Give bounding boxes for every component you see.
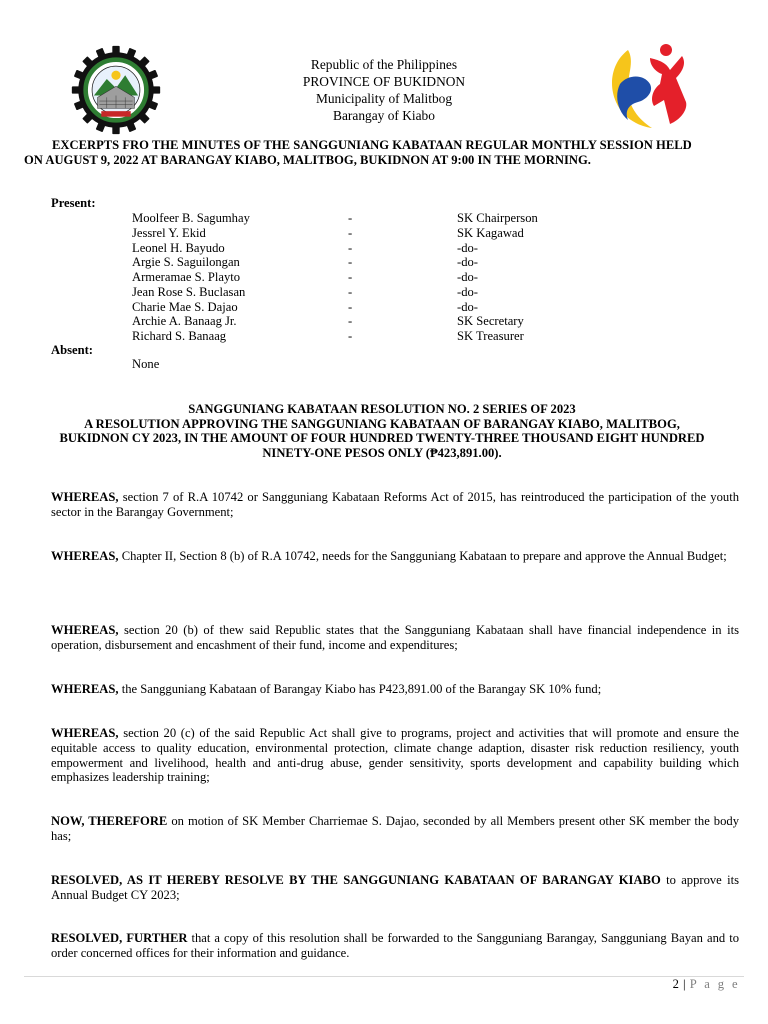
paragraph-text: the Sangguniang Kabataan of Barangay Kiabo has P423,891.00 of the Barangay SK 10% fund; [118,682,602,696]
member-dash: - [348,270,353,284]
member-name: Jean Rose S. Buclasan [132,285,246,299]
paragraph-lead: WHEREAS, [51,726,119,740]
paragraph-text: that a copy of this resolution shall be forwarded to the Sangguniang Barangay, Sangguniang Bayan and to order concerned offices for their information and guidance. [51,931,739,960]
member-dash: - [348,255,353,269]
member-position: -do- [457,255,478,269]
excerpt-line-1: EXCERPTS FRO THE MINUTES OF THE SANGGUNIANG KABATAAN REGULAR MONTHLY SESSION HELD [52,138,692,152]
letterhead-barangay: Barangay of Kiabo [333,108,435,123]
member-dash: - [348,300,353,314]
member-position: -do- [457,241,478,255]
resolution-number: SANGGUNIANG KABATAAN RESOLUTION NO. 2 SERIES OF 2023 [188,402,576,416]
member-row [132,285,732,300]
member-row [132,270,732,285]
excerpt-line-2: ON AUGUST 9, 2022 AT BARANGAY KIABO, MALITBOG, BUKIDNON AT 9:00 IN THE MORNING. [24,152,591,167]
member-dash: - [348,314,353,328]
page-word: P a g e [689,977,740,991]
whereas-paragraph-2 [51,549,739,564]
member-dash: - [348,329,353,343]
paragraph-text: Chapter II, Section 8 (b) of R.A 10742, needs for the Sangguniang Kabataan to prepare and approve the Annual Budget; [118,549,727,563]
page-footer [673,977,740,992]
resolution-title-line-2: A RESOLUTION APPROVING THE SANGGUNIANG KABATAAN OF BARANGAY KIABO, MALITBOG, [84,416,680,431]
member-name: Argie S. Saguilongan [132,255,240,269]
letterhead-province: PROVINCE OF BUKIDNON [302,74,466,89]
member-position: SK Chairperson [457,211,538,225]
member-name: Archie A. Banaag Jr. [132,314,237,328]
present-label: Present: [51,196,96,210]
member-dash: - [348,285,353,299]
letterhead [0,56,768,124]
footer-divider [24,976,744,977]
paragraph-lead: WHEREAS, [51,682,119,696]
paragraph-lead: NOW, THEREFORE [51,814,168,828]
page-number: 2 [672,977,680,991]
resolved-further-paragraph [51,931,739,961]
now-therefore-paragraph [51,814,739,844]
paragraph-lead: RESOLVED, FURTHER [51,931,188,945]
letterhead-municipality: Municipality of Malitbog [315,91,453,106]
member-position: -do- [457,300,478,314]
member-name: Armeramae S. Playto [132,270,241,284]
member-position: SK Treasurer [457,329,524,343]
resolution-title-line-4: NINETY-ONE PESOS ONLY (₱423,891.00). [262,445,502,460]
resolution-title-line-3: BUKIDNON CY 2023, IN THE AMOUNT OF FOUR HUNDRED TWENTY-THREE THOUSAND EIGHT HUNDRED [59,431,705,446]
paragraph-lead: RESOLVED, AS IT HEREBY RESOLVE BY THE SANGGUNIANG KABATAAN OF BARANGAY KIABO [51,873,661,887]
member-name: Moolfeer B. Sagumhay [132,211,250,225]
member-name: Charie Mae S. Dajao [132,300,238,314]
member-row [132,329,732,344]
paragraph-text: to approve its Annual Budget CY 2023; [51,873,739,902]
paragraph-text: section 20 (c) of the said Republic Act shall give to programs, project and activities that will promote and ensure the equitable access to quality education, environmental protection, climate change adaption, disaster risk reduction resiliency, youth empowerment and livelihood, health and anti-drug abuse, gender sensitivity, sports development and capability building which emphasizes leadership training; [51,726,739,785]
member-position: SK Secretary [457,314,524,328]
paragraph-text: section 7 of R.A 10742 or Sangguniang Kabataan Reforms Act of 2015, has reintroduced the participation of the youth sector in the Barangay Government; [51,490,739,519]
member-row [132,226,732,241]
member-row [132,255,732,270]
member-row [132,314,732,329]
member-row [132,241,732,256]
letterhead-republic: Republic of the Philippines [310,57,458,72]
member-position: SK Kagawad [457,226,524,240]
paragraph-text: on motion of SK Member Charriemae S. Dajao, seconded by all Members present other SK member the body has; [51,814,739,843]
whereas-paragraph-4 [51,682,739,697]
whereas-paragraph-5 [51,726,739,785]
paragraph-text: section 20 (b) of thew said Republic states that the Sangguniang Kabataan shall have financial independence in its operation, disbursement and encashment of their fund, income and expenditures; [51,623,739,652]
member-dash: - [348,211,353,225]
member-name: Leonel H. Bayudo [132,241,225,255]
paragraph-lead: WHEREAS, [51,549,119,563]
absent-value: None [132,357,160,371]
member-dash: - [348,241,353,255]
member-position: -do- [457,270,478,284]
absent-label: Absent: [51,343,93,357]
page-separator: | [683,977,687,991]
member-row [132,211,732,226]
member-position: -do- [457,285,478,299]
whereas-paragraph-1 [51,490,739,520]
paragraph-lead: WHEREAS, [51,623,119,637]
excerpt-heading [24,138,746,167]
member-name: Jessrel Y. Ekid [132,226,206,240]
whereas-paragraph-3 [51,623,739,653]
member-dash: - [348,226,353,240]
resolution-title [24,402,740,460]
paragraph-lead: WHEREAS, [51,490,119,504]
member-row [132,300,732,315]
resolved-paragraph [51,873,739,903]
member-name: Richard S. Banaag [132,329,227,343]
